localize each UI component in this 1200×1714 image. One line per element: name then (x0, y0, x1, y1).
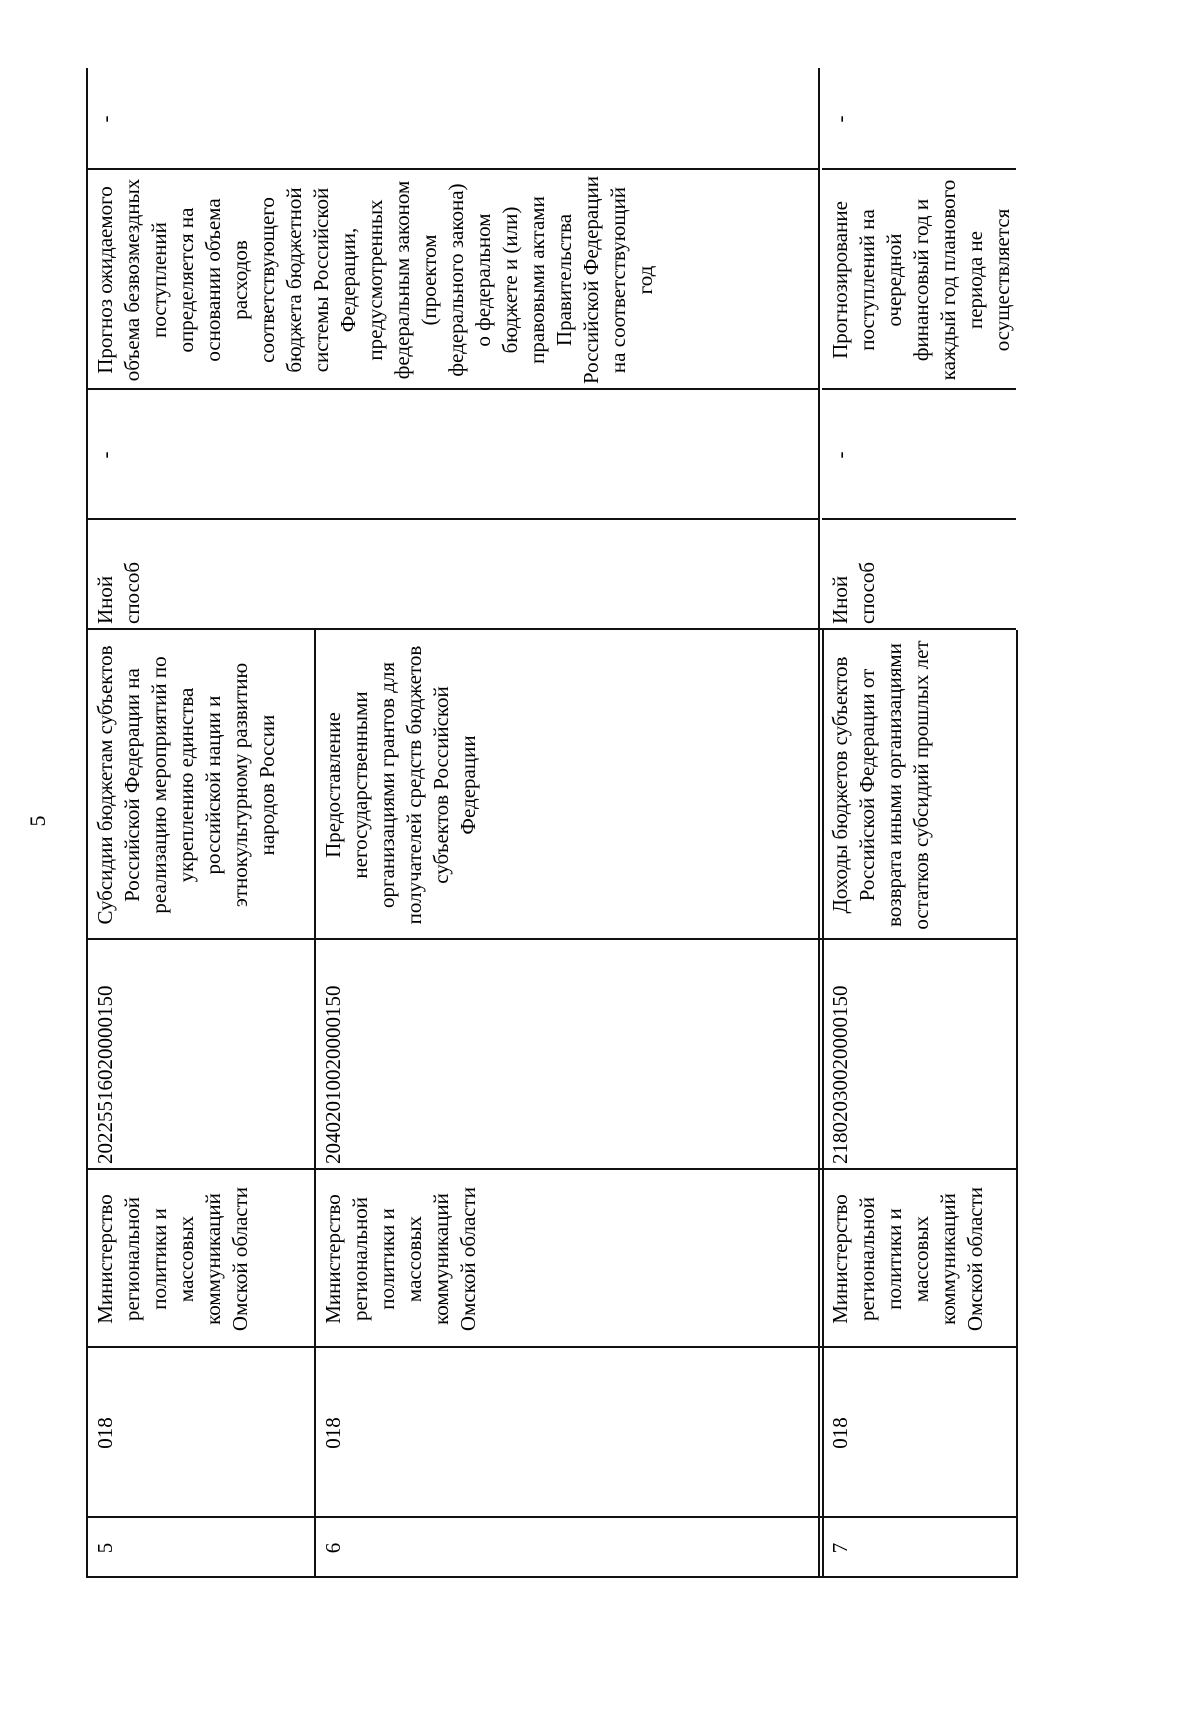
table-border-line (822, 630, 824, 1578)
table-border-line (86, 68, 88, 1578)
admin-code: 018 (828, 1417, 852, 1449)
forecast-formula: - (828, 451, 852, 459)
budget-classification-code: 20402010020000150 (321, 985, 345, 1164)
indicator-description: - (93, 115, 117, 123)
forecast-algorithm: Прогноз ожидаемого объема безвозмездных поступлений определяется на основании объема расходов соответствующего бюджета бюджетной системы Российской Федерации, предусмотренных федеральным законом (проектом федерального закона) о федеральном бюджете и (или) правовыми актами Правительства Российской Федерации на соответствующий год (93, 176, 657, 384)
admin-code: 018 (93, 1417, 117, 1449)
table-border-line (86, 628, 1016, 630)
table-border-line (1016, 630, 1018, 1578)
table-border-line (86, 168, 818, 170)
row-index: 6 (321, 1542, 345, 1554)
indicator-description: - (828, 115, 852, 123)
forecast-method: Иной способ (93, 561, 144, 624)
forecast-algorithm: Прогнозирование поступлений на очередной финансовый год и каждый год планового периода не осуществляется (828, 179, 1014, 381)
admin-code: 018 (321, 1417, 345, 1449)
administrator-name: Министерство региональной политики и массовых коммуникаций Омской области (93, 1186, 252, 1332)
revenue-forecast-table (86, 68, 1101, 1578)
table-border-line (86, 518, 818, 520)
revenue-name: Предоставление негосударственными организациями грантов для получателей средств бюджетов субъектов Российской Федерации (321, 645, 480, 925)
table-border-line (86, 1346, 1016, 1348)
table-row (314, 68, 818, 1578)
table-border-line (314, 630, 316, 1578)
row-index: 5 (93, 1542, 117, 1554)
forecast-method: Иной способ (828, 561, 879, 624)
budget-classification-code: 20225516020000150 (93, 985, 117, 1164)
administrator-name: Министерство региональной политики и массовых коммуникаций Омской области (321, 1186, 480, 1332)
table-row (821, 68, 1016, 1578)
table-border-line (822, 388, 1016, 390)
forecast-formula: - (93, 451, 117, 459)
revenue-name: Доходы бюджетов субъектов Российской Федерации от возврата иными организациями остатков субсидий прошлых лет (828, 640, 933, 930)
table-border-line (86, 1168, 1016, 1170)
table-border-line (86, 1516, 1016, 1518)
administrator-name: Министерство региональной политики и массовых коммуникаций Омской области (828, 1186, 987, 1332)
page-number: 5 (25, 815, 50, 827)
table-border-line (86, 1576, 1016, 1578)
table-border-line (818, 68, 820, 1578)
table-border-line (86, 938, 1016, 940)
table-border-line (822, 168, 1016, 170)
table-border-line (86, 388, 818, 390)
revenue-name: Субсидии бюджетам субъектов Российской Федерации на реализацию мероприятий по укреплению единства российской нации и этнокультурному развитию народов России (93, 645, 279, 925)
row-index: 7 (828, 1542, 852, 1554)
table-border-line (822, 518, 1016, 520)
budget-classification-code: 21802030020000150 (828, 985, 852, 1164)
